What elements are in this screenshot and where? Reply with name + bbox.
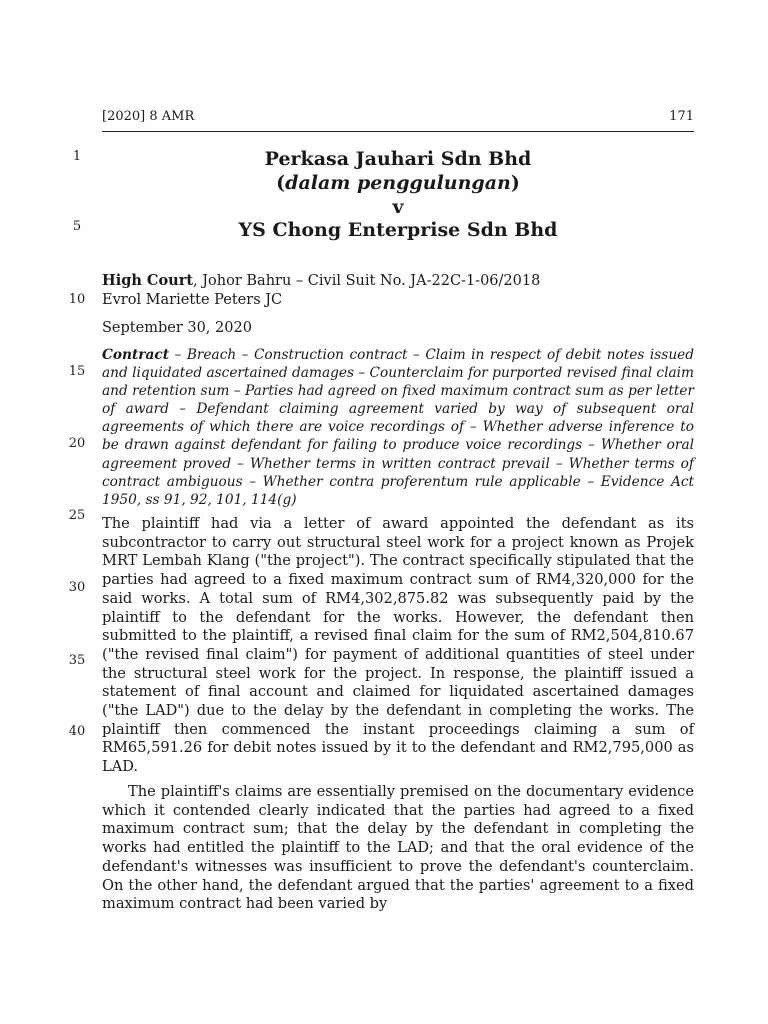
line-number: 30 — [68, 580, 86, 595]
line-number: 10 — [68, 292, 86, 307]
page-number: 171 — [669, 109, 694, 124]
line-number: 20 — [68, 436, 86, 451]
line-number: 40 — [68, 724, 86, 739]
line-number: 15 — [68, 364, 86, 379]
body-paragraph: The plaintiff had via a letter of award appointed the defendant as its subcontractor to carry out structural steel work for a project known as Projek MRT Lembah Klang ("the project"). The contract specifically stipulated that the parties had agreed to a fixed maximum contract sum of RM4,320,000 for the said works. A total sum of RM4,302,875.82 was subsequently paid by the plaintiff to the defendant for the works. However, the defendant then submitted to the plaintiff, a revised final claim for the sum of RM2,504,810.67 ("the revised final claim") for payment of additional quantities of steel under the structural steel work for the project. In response, the plaintiff issued a statement of final account and claimed for liquidated ascertained damages ("the LAD") due to the delay by the defendant in completing the works. The plaintiff then commenced the instant proceedings claiming a sum of RM65,591.26 for debit notes issued by it to the defendant and RM2,795,000 as LAD. — [102, 515, 694, 776]
line-number: 1 — [72, 149, 82, 164]
catchwords — [102, 346, 694, 509]
line-number: 5 — [72, 219, 82, 234]
court-details — [102, 271, 694, 310]
versus: v — [392, 196, 404, 218]
citation: [2020] 8 AMR — [102, 109, 195, 124]
line-number: 35 — [68, 653, 86, 668]
line-number: 25 — [68, 508, 86, 523]
court-name: High Court — [102, 272, 194, 289]
catchwords-text: – Breach – Construction contract – Claim in respect of debit notes issued and liquidated ascertained damages – Counterclaim for purported revised final claim and retention sum – Parties had agreed on fixed maximum contract sum as per letter of award – Defendant claiming agreement varied by way of subsequent oral agreements of which there are voice recordings of – Whether adverse inference to be drawn against defendant for failing to produce voice recordings – Whether oral agreement proved – Whether terms in written contract prevail – Whether terms of contract ambiguous – Whether contra proferentum rule applicable – Evidence Act 1950, ss 91, 92, 101, 114(g) — [102, 347, 694, 508]
body-paragraph: The plaintiff's claims are essentially premised on the documentary evidence which it contended clearly indicated that the parties had agreed to a fixed maximum contract sum; that the delay by the defendant in completing the works had entitled the plaintiff to the LAD; and that the oral evidence of the defendant's witnesses was insufficient to prove the defendant's counterclaim. On the other hand, the defendant argued that the parties' agreement to a fixed maximum contract had been varied by — [102, 783, 694, 913]
judgment-date: September 30, 2020 — [102, 320, 252, 336]
header-rule — [102, 131, 694, 132]
running-header — [102, 109, 694, 131]
party-two: YS Chong Enterprise Sdn Bhd — [238, 219, 558, 241]
case-details: , Johor Bahru – Civil Suit No. JA-22C-1-06/2018 — [193, 273, 541, 289]
judge-name: Evrol Mariette Peters JC — [102, 292, 283, 308]
party-one-status: (dalam penggulungan) — [276, 172, 520, 194]
party-one: Perkasa Jauhari Sdn Bhd — [264, 148, 532, 170]
catchwords-subject: Contract — [102, 347, 170, 363]
